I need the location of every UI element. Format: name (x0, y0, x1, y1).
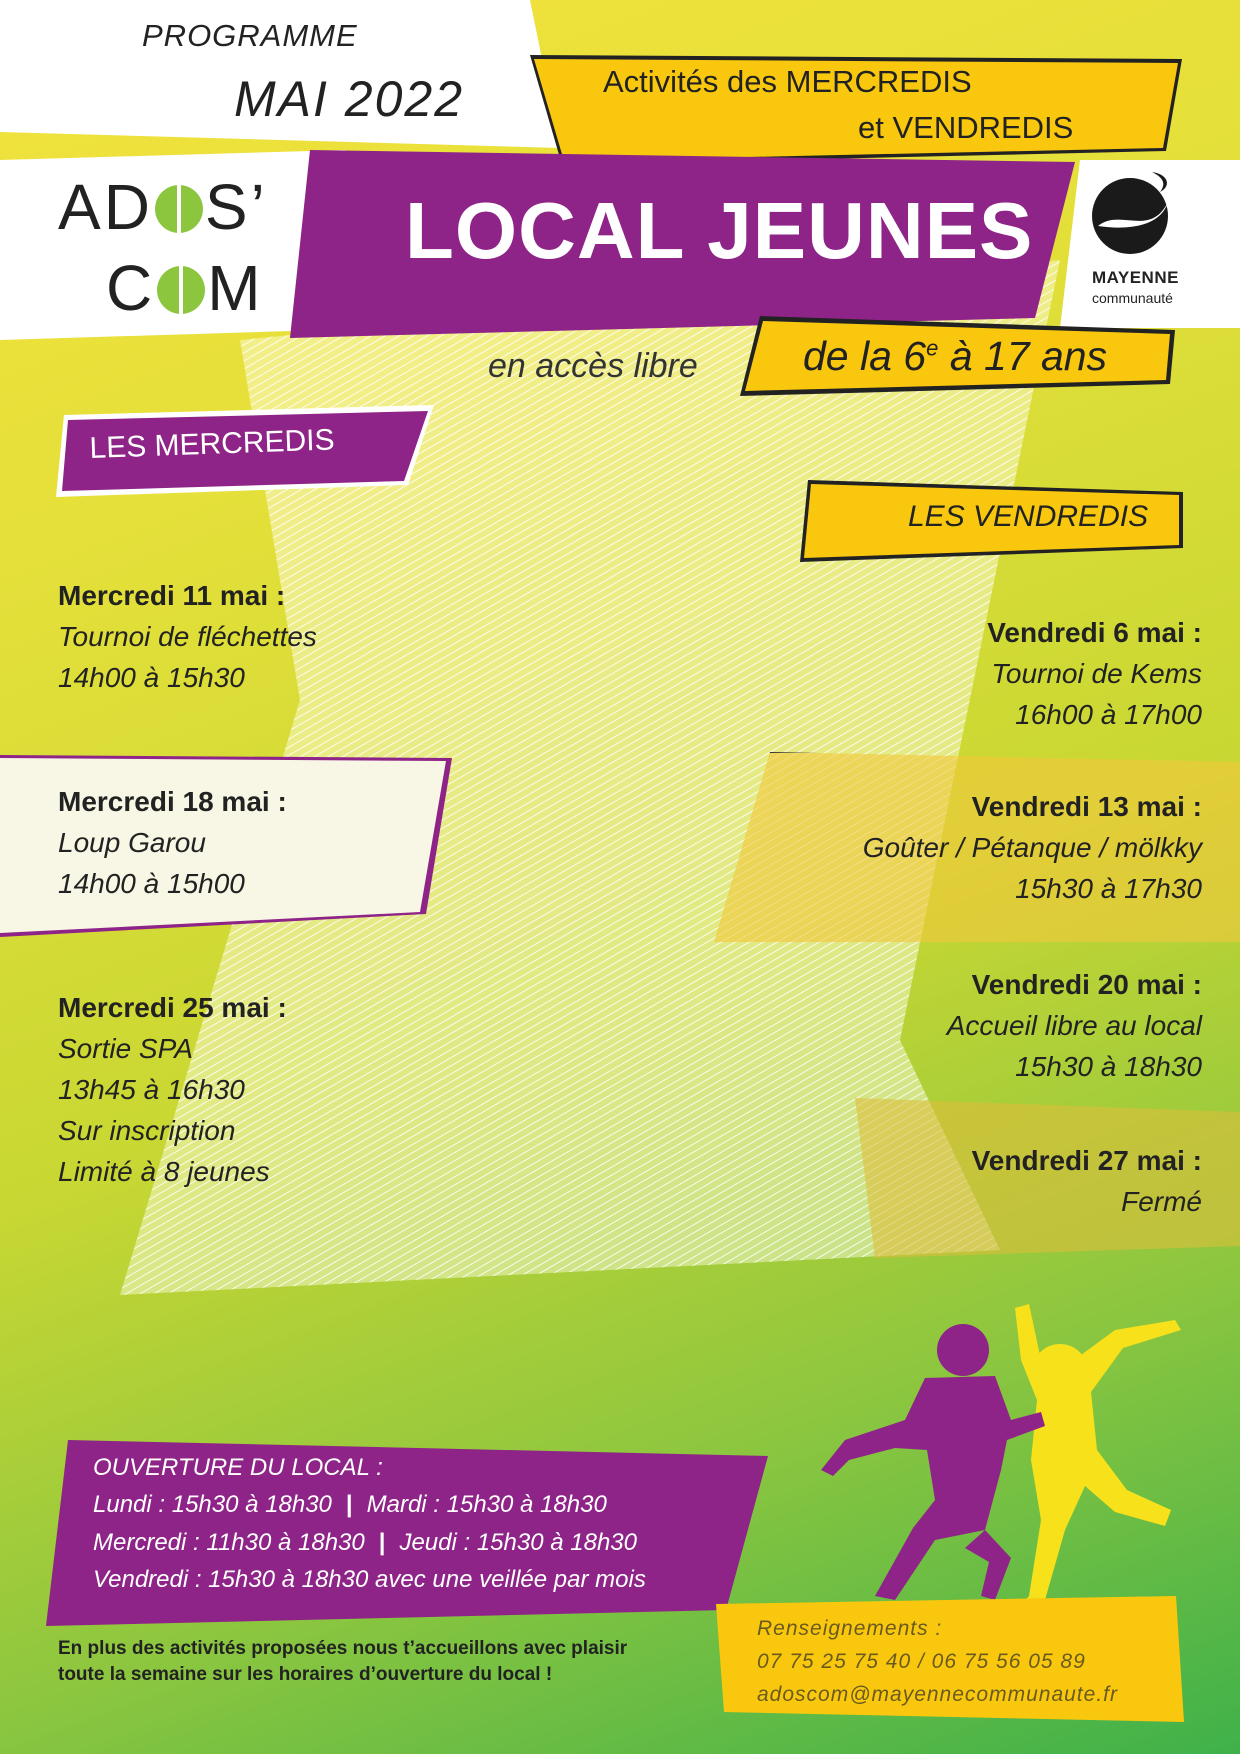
logo-o-icon (157, 266, 205, 314)
jumping-teens-illustration (815, 1300, 1195, 1620)
mayenne-name: MAYENNE (1092, 268, 1179, 287)
event-line: Sortie SPA (58, 1033, 193, 1064)
age-prefix: de la 6 (803, 333, 927, 379)
event-line: Goûter / Pétanque / mölkky (862, 832, 1202, 863)
activities-line-2: et VENDREDIS (858, 110, 1074, 145)
event-line: 13h45 à 16h30 (58, 1074, 245, 1105)
event-line: Tournoi de Kems (991, 658, 1202, 689)
event-vendredi-6 (987, 612, 1202, 735)
event-line: Limité à 8 jeunes (58, 1156, 270, 1187)
event-mercredi-11 (58, 575, 317, 698)
mercredis-heading: LES MERCREDIS (89, 423, 336, 465)
activities-line-1: Activités des MERCREDIS (603, 64, 972, 99)
contact-label: Renseignements : (757, 1617, 943, 1640)
opening-separator: | (378, 1529, 386, 1556)
footnote-line-1: En plus des activités proposées nous t’accueillons avec plaisir (58, 1638, 628, 1659)
opening-title: OUVERTURE DU LOCAL : (93, 1454, 383, 1481)
event-line: Sur inscription (58, 1115, 236, 1146)
opening-friday: Vendredi : 15h30 à 18h30 avec une veillée par mois (93, 1566, 646, 1593)
mayenne-subtitle: communauté (1092, 290, 1173, 306)
access-label: en accès libre (488, 347, 698, 385)
event-date: Vendredi 13 mai : (971, 791, 1202, 822)
opening-separator: | (345, 1491, 353, 1518)
event-line: 14h00 à 15h00 (58, 868, 245, 899)
logo-text-ad: AD (58, 171, 153, 243)
event-date: Vendredi 6 mai : (987, 617, 1202, 648)
ados-com-logo-top (58, 171, 268, 243)
opening-row-1 (93, 1491, 607, 1519)
event-line: Accueil libre au local (946, 1010, 1202, 1041)
event-line: 16h00 à 17h00 (1015, 699, 1202, 730)
opening-row-2 (93, 1529, 637, 1557)
age-suffix: à 17 ans (938, 333, 1108, 379)
logo-text-c: C (106, 252, 156, 324)
contact-phones: 07 75 25 75 40 / 06 75 56 05 89 (757, 1650, 1086, 1673)
mayenne-logo-icon (1090, 168, 1180, 258)
footnote (58, 1636, 698, 1688)
logo-text-m: M (207, 252, 264, 324)
event-vendredi-20 (947, 964, 1202, 1087)
logo-text-s: S’ (204, 171, 268, 243)
event-line: 14h00 à 15h30 (58, 662, 245, 693)
age-range (803, 333, 1107, 380)
event-date: Mercredi 18 mai : (58, 786, 287, 817)
event-line: 15h30 à 17h30 (1015, 873, 1202, 904)
event-line: 15h30 à 18h30 (1015, 1051, 1202, 1082)
opening-monday: Lundi : 15h30 à 18h30 (93, 1491, 332, 1518)
opening-wednesday: Mercredi : 11h30 à 18h30 (93, 1529, 365, 1556)
event-line: Fermé (1121, 1186, 1202, 1217)
opening-thursday: Jeudi : 15h30 à 18h30 (399, 1529, 637, 1556)
age-superscript: e (926, 335, 939, 361)
event-vendredi-27 (972, 1140, 1202, 1222)
event-line: Loup Garou (58, 827, 206, 858)
event-vendredi-13 (863, 786, 1202, 909)
contact-email: adoscom@mayennecommunaute.fr (757, 1683, 1118, 1706)
page-title: LOCAL JEUNES (405, 186, 1034, 275)
event-mercredi-25 (58, 987, 287, 1192)
event-mercredi-18 (58, 781, 287, 904)
event-date: Vendredi 27 mai : (971, 1145, 1202, 1176)
programme-label: PROGRAMME (142, 18, 358, 53)
event-date: Mercredi 11 mai : (58, 580, 286, 611)
event-date: Vendredi 20 mai : (971, 969, 1202, 1000)
ados-com-logo-bottom (106, 252, 264, 324)
logo-o-icon (155, 185, 203, 233)
month-label: MAI 2022 (234, 71, 465, 127)
event-date: Mercredi 25 mai : (58, 992, 287, 1023)
vendredis-heading: LES VENDREDIS (908, 500, 1149, 533)
opening-tuesday: Mardi : 15h30 à 18h30 (366, 1491, 607, 1518)
footnote-line-2: toute la semaine sur les horaires d’ouverture du local ! (58, 1664, 553, 1685)
event-line: Tournoi de fléchettes (58, 621, 317, 652)
